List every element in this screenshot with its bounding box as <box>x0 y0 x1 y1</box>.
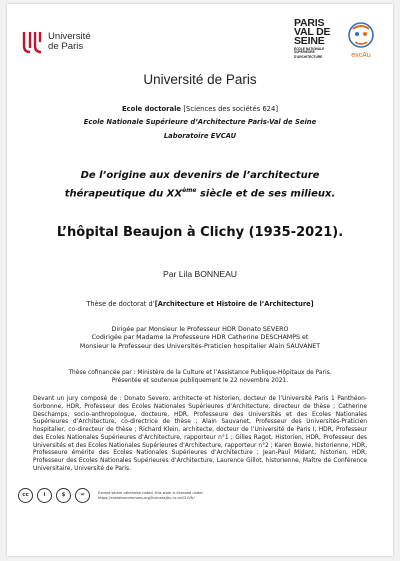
ecole-doctorale-detail: [Sciences des sociétés 624] <box>183 105 278 113</box>
attribution-icon: i <box>37 488 52 503</box>
jury-paragraph: Devant un jury composé de : Donato Severo, architecte et historien, docteur de l’Université Paris 1 Panthéon-Sorbonne, HDR, Professeur des Ecoles Nationales Supérieures d’Architecture, directeur de thèse ; Catherine Deschamps, socio-anthropologue, docteure, HDR, Professeure des Universités et des Ecoles Nationales Supérieures d’Architecture, co-directrice de thèse ; Alain Sauvanet, Professeur des Universités-Praticien hospitalier, co-directeur de thèse ; Richard Klein, architecte, docteur de l’Université de Paris I, HDR, Professeur des Ecoles Nationales Supérieures d’Architecture, rapporteur n°1 ; Gilles Ragot, Historien, HDR, Professeur des Universités et des Ecoles Nationales Supérieures d’Architecture, rapporteur n°2 ; Karen Bowie, historienne, HDR, Professeure émérite des Ecoles Nationales Supérieures d’Architecture ; Jean-Paul Midant, historien, HDR, Professeur des Ecoles Nationales Supérieures d’Architecture, Laurence Gillot, historienne, Maître de Conférence Universitaire, Université de Paris. <box>33 396 367 472</box>
thesis-subtitle: L’hôpital Beaujon à Clichy (1935-2021). <box>56 225 344 240</box>
ecole-doctorale-label: Ecole doctorale <box>122 105 182 113</box>
license-text <box>98 491 218 500</box>
pvs-line2: VAL DE <box>294 26 331 39</box>
university-heading: Université de Paris <box>143 72 257 87</box>
doctorat-line <box>7 300 393 308</box>
pvs-line1: PARIS <box>294 17 325 29</box>
thesis-title-line1: De l’origine aux devenirs de l’architecture <box>80 170 320 181</box>
author-line: Par Lila BONNEAU <box>162 269 238 279</box>
pvs-small1: ÉCOLE NATIONALE SUPÉRIEURE <box>294 46 325 55</box>
document-page <box>7 4 393 556</box>
univ-logo-line1: Université <box>48 31 91 42</box>
universite-de-paris-logo <box>21 29 91 55</box>
evcau-logo <box>341 20 381 59</box>
pvs-small2: D'ARCHITECTURE <box>294 54 323 59</box>
creative-commons-license <box>18 488 218 503</box>
cofinancing-line2: Présentée et soutenue publiquement le 22 novembre 2021. <box>111 378 289 384</box>
cc-icon: cc <box>18 488 33 503</box>
university-emblem-icon <box>21 30 43 54</box>
evcau-wordmark: evcAu <box>351 52 371 59</box>
noderivatives-icon: = <box>75 488 90 503</box>
univ-logo-line2: de Paris <box>48 41 84 52</box>
paris-val-de-seine-logo <box>294 19 334 59</box>
thesis-title-line2: thérapeutique du XXème siècle et de ses milieux. <box>64 187 336 200</box>
doctorat-field: [Architecture et Histoire de l’Architecture] <box>154 300 314 308</box>
director-line3: Monsieur le Professeur des Universités-Praticien hospitalier Alain SAUVANET <box>79 342 321 350</box>
evcau-emblem-icon <box>345 20 377 50</box>
noncommercial-icon: $ <box>56 488 71 503</box>
cofinancing <box>7 369 393 385</box>
school-name: Ecole Nationale Supérieure d’Architecture Paris-Val de Seine <box>83 118 317 126</box>
doctorat-prefix: Thèse de doctorat d’ <box>86 300 155 308</box>
director-line2: Codirigée par Madame la Professeure HDR Catherine DESCHAMPS et <box>91 334 309 342</box>
thesis-directors <box>7 326 393 351</box>
ecole-doctorale <box>7 105 393 113</box>
pvs-line3: SEINE <box>294 35 325 48</box>
laboratory-name: Laboratoire EVCAU <box>163 132 237 140</box>
license-url[interactable]: https://creativecommons.org/licenses/by-nc-nd/3.0/fr/ <box>98 495 195 500</box>
director-line1: Dirigée par Monsieur le Professeur HDR Donato SEVERO <box>111 326 289 333</box>
cofinancing-line1: Thèse cofinancée par : Ministère de la Culture et l’Assistance Publique-Hôpitaux de Paris. <box>68 370 332 376</box>
license-line1: Except where otherwise noted, this work is licensed under <box>98 490 203 495</box>
thesis-title <box>7 168 393 201</box>
